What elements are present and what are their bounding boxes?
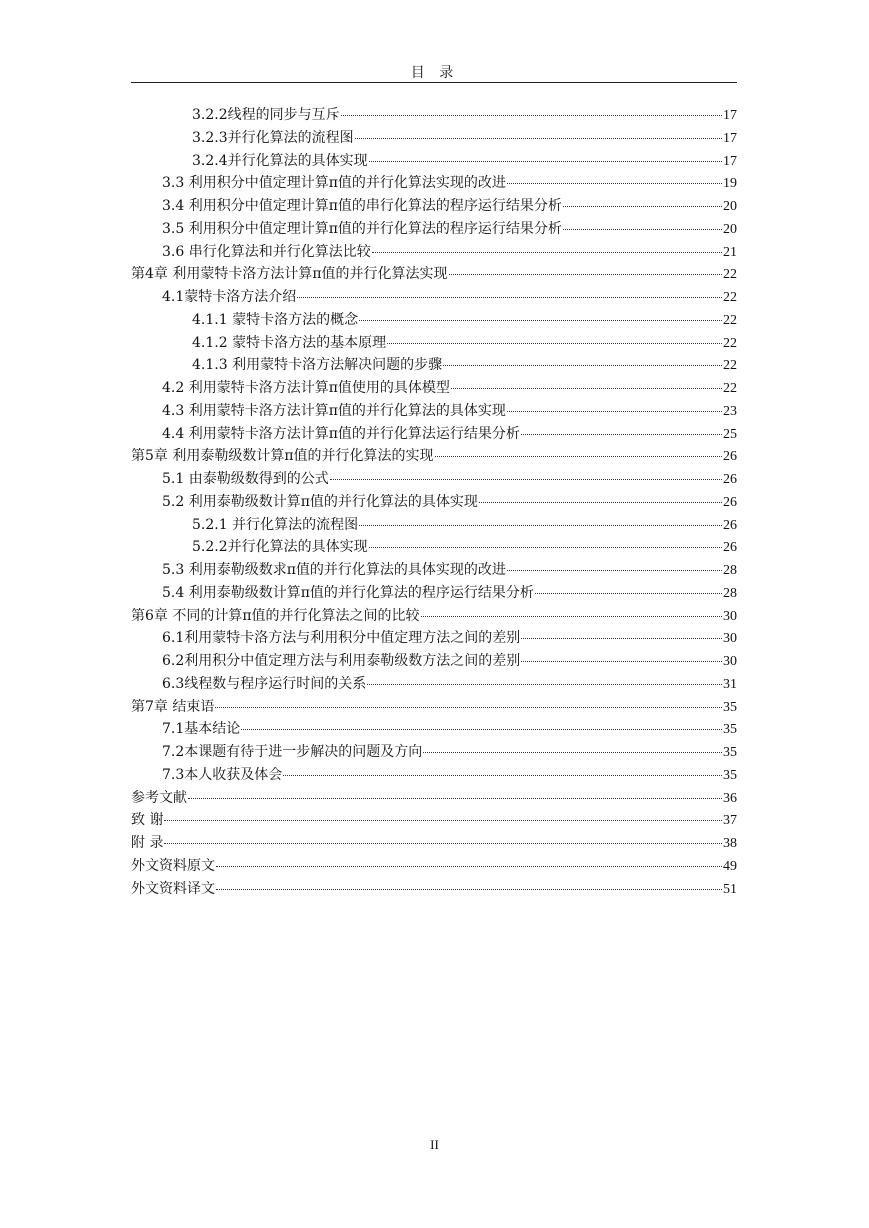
toc-entry-page: 38	[723, 836, 737, 851]
toc-entry-page: 35	[723, 699, 737, 715]
toc-entry-title: 第6章 不同的计算π值的并行化算法之间的比较	[131, 607, 420, 624]
toc-entry-title: 第7章 结束语	[131, 698, 215, 715]
toc-dot-leader	[449, 260, 722, 275]
toc-entry-page: 21	[723, 244, 737, 260]
toc-entry-page: 20	[723, 199, 737, 214]
toc-entry-title: 3.2.4并行化算法的具体实现	[192, 152, 368, 169]
toc-entry-title: 5.2 利用泰勒级数计算π值的并行化算法的具体实现	[162, 493, 478, 510]
toc-dot-leader	[563, 192, 722, 207]
toc-entry-title: 7.2本课题有待于进一步解决的问题及方向	[162, 744, 423, 760]
toc-entry-title: 3.3 利用积分中值定理计算π值的并行化算法实现的改进	[162, 175, 506, 192]
toc-dot-leader	[369, 533, 722, 548]
toc-dot-leader	[297, 283, 722, 298]
toc-entry-page: 17	[723, 153, 737, 169]
toc-entry-title: 外文资料原文	[131, 857, 215, 874]
toc-entry-title: 7.3本人收获及体会	[162, 766, 283, 783]
toc-dot-leader	[359, 306, 722, 321]
toc-dot-leader	[521, 624, 722, 639]
toc-entry-title: 5.3 利用泰勒级数求π值的并行化算法的具体实现的改进	[162, 562, 506, 578]
toc-entry-page: 51	[723, 881, 737, 897]
toc-entry-title: 参考文献	[131, 789, 187, 806]
toc-entry-title: 5.2.1 并行化算法的流程图	[192, 516, 359, 533]
toc-entry-page: 35	[723, 767, 737, 783]
toc-dot-leader	[330, 465, 722, 480]
toc-entry-title: 5.1 由泰勒级数得到的公式	[162, 471, 329, 487]
toc-entry-page: 26	[723, 540, 737, 556]
toc-entry-page: 36	[723, 790, 737, 806]
toc-entry-title: 3.2.2线程的同步与互斥	[192, 107, 340, 123]
toc-entry-page: 31	[723, 676, 737, 692]
toc-entry-title: 第4章 利用蒙特卡洛方法计算π值的并行化算法实现	[131, 266, 448, 283]
toc-entry-page: 26	[723, 517, 737, 533]
toc-entry-title: 第5章 利用泰勒级数计算π值的并行化算法的实现	[131, 448, 434, 465]
toc-entry-page: 17	[723, 130, 737, 146]
toc-dot-leader	[164, 806, 722, 821]
toc-entry-title: 附 录	[131, 835, 164, 851]
toc-entry-page: 22	[723, 335, 737, 351]
toc-dot-leader	[443, 351, 722, 366]
toc-dot-leader	[421, 602, 722, 617]
toc-dot-leader	[355, 124, 722, 139]
toc-entry-title: 3.4 利用积分中值定理计算π值的串行化算法的程序运行结果分析	[162, 198, 562, 214]
toc-dot-leader	[563, 215, 722, 230]
toc-entry-title: 4.3 利用蒙特卡洛方法计算π值的并行化算法的具体实现	[162, 402, 506, 419]
toc-entry-title: 4.1蒙特卡洛方法介绍	[162, 289, 297, 305]
toc-entry-page: 22	[723, 312, 737, 328]
toc-dot-leader	[367, 670, 722, 685]
toc-entry-title: 3.5 利用积分中值定理计算π值的并行化算法的程序运行结果分析	[162, 220, 562, 237]
toc-entry-title: 致 谢	[131, 812, 164, 829]
toc-dot-leader	[283, 761, 722, 776]
toc-dot-leader	[535, 579, 722, 594]
toc-dot-leader	[216, 852, 722, 867]
toc-entry-page: 17	[723, 108, 737, 123]
toc-dot-leader	[521, 420, 722, 435]
toc-entry-title: 6.2利用积分中值定理方法与利用泰勒级数方法之间的差别	[162, 653, 521, 669]
toc-entry-page: 22	[723, 267, 737, 283]
toc-dot-leader	[435, 442, 722, 457]
toc-dot-leader	[507, 397, 722, 412]
toc-entry-title: 3.6 串行化算法和并行化算法比较	[162, 243, 371, 260]
toc-entry-title: 5.4 利用泰勒级数计算π值的并行化算法的程序运行结果分析	[162, 584, 534, 601]
toc-entry-page: 26	[723, 494, 737, 510]
page-number: II	[430, 1137, 439, 1152]
toc-entry-page: 28	[723, 585, 737, 601]
header-divider	[131, 82, 737, 83]
toc-entry-title: 4.1.3 利用蒙特卡洛方法解决问题的步骤	[192, 357, 443, 374]
toc-entry-page: 35	[723, 722, 737, 738]
toc-entry-page: 49	[723, 858, 737, 874]
toc-entry-page: 35	[723, 745, 737, 760]
toc-entry-page: 22	[723, 381, 737, 396]
table-of-contents	[131, 104, 737, 900]
toc-entry[interactable]	[131, 878, 737, 901]
toc-entry-title: 外文资料译文	[131, 880, 215, 897]
toc-dot-leader	[521, 647, 722, 662]
toc-entry-title: 6.1利用蒙特卡洛方法与利用积分中值定理方法之间的差别	[162, 630, 521, 647]
toc-entry-title: 4.1.2 蒙特卡洛方法的基本原理	[192, 334, 387, 351]
toc-entry-title: 5.2.2并行化算法的具体实现	[192, 539, 368, 556]
toc-entry-page: 28	[723, 563, 737, 578]
toc-dot-leader	[372, 238, 722, 253]
toc-dot-leader	[369, 147, 722, 162]
toc-entry-page: 25	[723, 426, 737, 442]
toc-entry-title: 3.2.3并行化算法的流程图	[192, 129, 354, 146]
toc-dot-leader	[188, 784, 722, 799]
toc-entry-page: 19	[723, 176, 737, 192]
toc-dot-leader	[241, 715, 722, 730]
toc-entry-page: 26	[723, 472, 737, 487]
toc-entry-page: 26	[723, 449, 737, 465]
toc-entry-page: 30	[723, 631, 737, 647]
toc-dot-leader	[341, 101, 722, 116]
toc-entry-page: 23	[723, 403, 737, 419]
toc-dot-leader	[387, 329, 722, 344]
toc-entry-title: 4.2 利用蒙特卡洛方法计算π值使用的具体模型	[162, 380, 450, 396]
toc-dot-leader	[479, 488, 722, 503]
toc-dot-leader	[164, 829, 722, 844]
toc-dot-leader	[507, 169, 722, 184]
toc-entry-title: 7.1基本结论	[162, 721, 241, 738]
toc-dot-leader	[359, 511, 722, 526]
toc-entry-page: 20	[723, 221, 737, 237]
toc-entry-title: 4.1.1 蒙特卡洛方法的概念	[192, 311, 359, 328]
toc-entry-title: 6.3线程数与程序运行时间的关系	[162, 675, 367, 692]
toc-entry-page: 22	[723, 358, 737, 374]
toc-entry-page: 30	[723, 654, 737, 669]
toc-entry-title: 4.4 利用蒙特卡洛方法计算π值的并行化算法运行结果分析	[162, 425, 520, 442]
toc-entry-page: 30	[723, 608, 737, 624]
toc-entry-page: 37	[723, 813, 737, 829]
toc-dot-leader	[507, 556, 722, 571]
toc-dot-leader	[215, 693, 722, 708]
toc-entry-page: 22	[723, 290, 737, 305]
page-header-title: 目 录	[410, 65, 459, 81]
toc-dot-leader	[423, 738, 722, 753]
toc-dot-leader	[451, 374, 722, 389]
toc-dot-leader	[216, 875, 722, 890]
